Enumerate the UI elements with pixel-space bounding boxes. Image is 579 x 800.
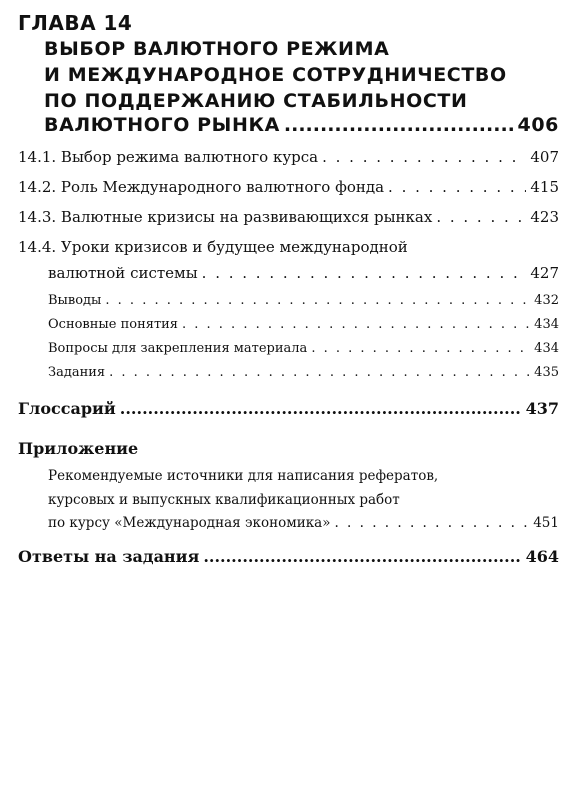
entry-title: Ответы на задания bbox=[18, 547, 200, 566]
appendix-heading: Приложение bbox=[18, 439, 139, 458]
dot-leader bbox=[334, 512, 529, 534]
toc-entry-review-questions[interactable] bbox=[48, 338, 559, 360]
toc-entry-chapter-14[interactable] bbox=[44, 114, 559, 136]
toc-entry-14-4-line-1[interactable]: 14.4. Уроки кризисов и будущее международной bbox=[18, 238, 408, 256]
appendix-line-1[interactable]: Рекомендуемые источники для написания рефератов, bbox=[48, 468, 439, 484]
toc-entry-14-1[interactable] bbox=[18, 146, 559, 168]
page-number: 451 bbox=[533, 515, 559, 531]
dot-leader bbox=[109, 362, 530, 384]
page-number: 427 bbox=[530, 264, 559, 282]
page-number: 406 bbox=[517, 114, 559, 136]
page-number: 435 bbox=[534, 365, 559, 380]
dot-leader bbox=[203, 546, 521, 568]
toc-entry-exercises[interactable] bbox=[48, 362, 559, 384]
toc-entry-key-concepts[interactable] bbox=[48, 314, 559, 336]
dot-leader bbox=[311, 338, 530, 360]
dot-leader bbox=[105, 290, 530, 312]
dot-leader bbox=[120, 398, 522, 420]
chapter-title-line-1: ВЫБОР ВАЛЮТНОГО РЕЖИМА bbox=[44, 38, 390, 60]
page-number: 432 bbox=[534, 293, 559, 308]
entry-title: Задания bbox=[48, 365, 106, 380]
chapter-title-line-2: И МЕЖДУНАРОДНОЕ СОТРУДНИЧЕСТВО bbox=[44, 64, 507, 86]
entry-title: 14.2. Роль Международного валютного фонда bbox=[18, 178, 385, 196]
toc-entry-conclusions[interactable] bbox=[48, 290, 559, 312]
dot-leader bbox=[182, 314, 530, 336]
toc-entry-appendix[interactable] bbox=[48, 512, 559, 534]
toc-entry-glossary[interactable] bbox=[18, 398, 559, 420]
entry-title: валютной системы bbox=[48, 264, 198, 282]
toc-entry-14-3[interactable] bbox=[18, 206, 559, 228]
entry-title: Выводы bbox=[48, 293, 102, 308]
chapter-title-line-3: ПО ПОДДЕРЖАНИЮ СТАБИЛЬНОСТИ bbox=[44, 90, 468, 112]
page-number: 434 bbox=[534, 341, 559, 356]
page-number: 415 bbox=[530, 178, 559, 196]
entry-title: по курсу «Международная экономика» bbox=[48, 515, 331, 531]
toc-entry-answers[interactable] bbox=[18, 546, 559, 568]
dot-leader bbox=[436, 206, 526, 228]
appendix-line-2[interactable]: курсовых и выпускных квалификационных работ bbox=[48, 492, 400, 508]
entry-title: Вопросы для закрепления материала bbox=[48, 341, 308, 356]
page-number: 437 bbox=[525, 399, 559, 418]
page-number: 423 bbox=[530, 208, 559, 226]
entry-title: 14.3. Валютные кризисы на развивающихся рынках bbox=[18, 208, 433, 226]
entry-title: 14.1. Выбор режима валютного курса bbox=[18, 148, 319, 166]
dot-leader bbox=[284, 114, 514, 136]
entry-title: Основные понятия bbox=[48, 317, 178, 332]
dot-leader bbox=[322, 146, 526, 168]
chapter-label: ГЛАВА 14 bbox=[18, 11, 133, 35]
dot-leader bbox=[388, 176, 526, 198]
toc-entry-14-2[interactable] bbox=[18, 176, 559, 198]
chapter-title-last-line: ВАЛЮТНОГО РЫНКА bbox=[44, 114, 280, 136]
toc-entry-14-4[interactable] bbox=[48, 262, 559, 284]
dot-leader bbox=[202, 262, 527, 284]
page-number: 407 bbox=[530, 148, 559, 166]
page-number: 464 bbox=[525, 547, 559, 566]
page-number: 434 bbox=[534, 317, 559, 332]
entry-title: Глоссарий bbox=[18, 399, 116, 418]
